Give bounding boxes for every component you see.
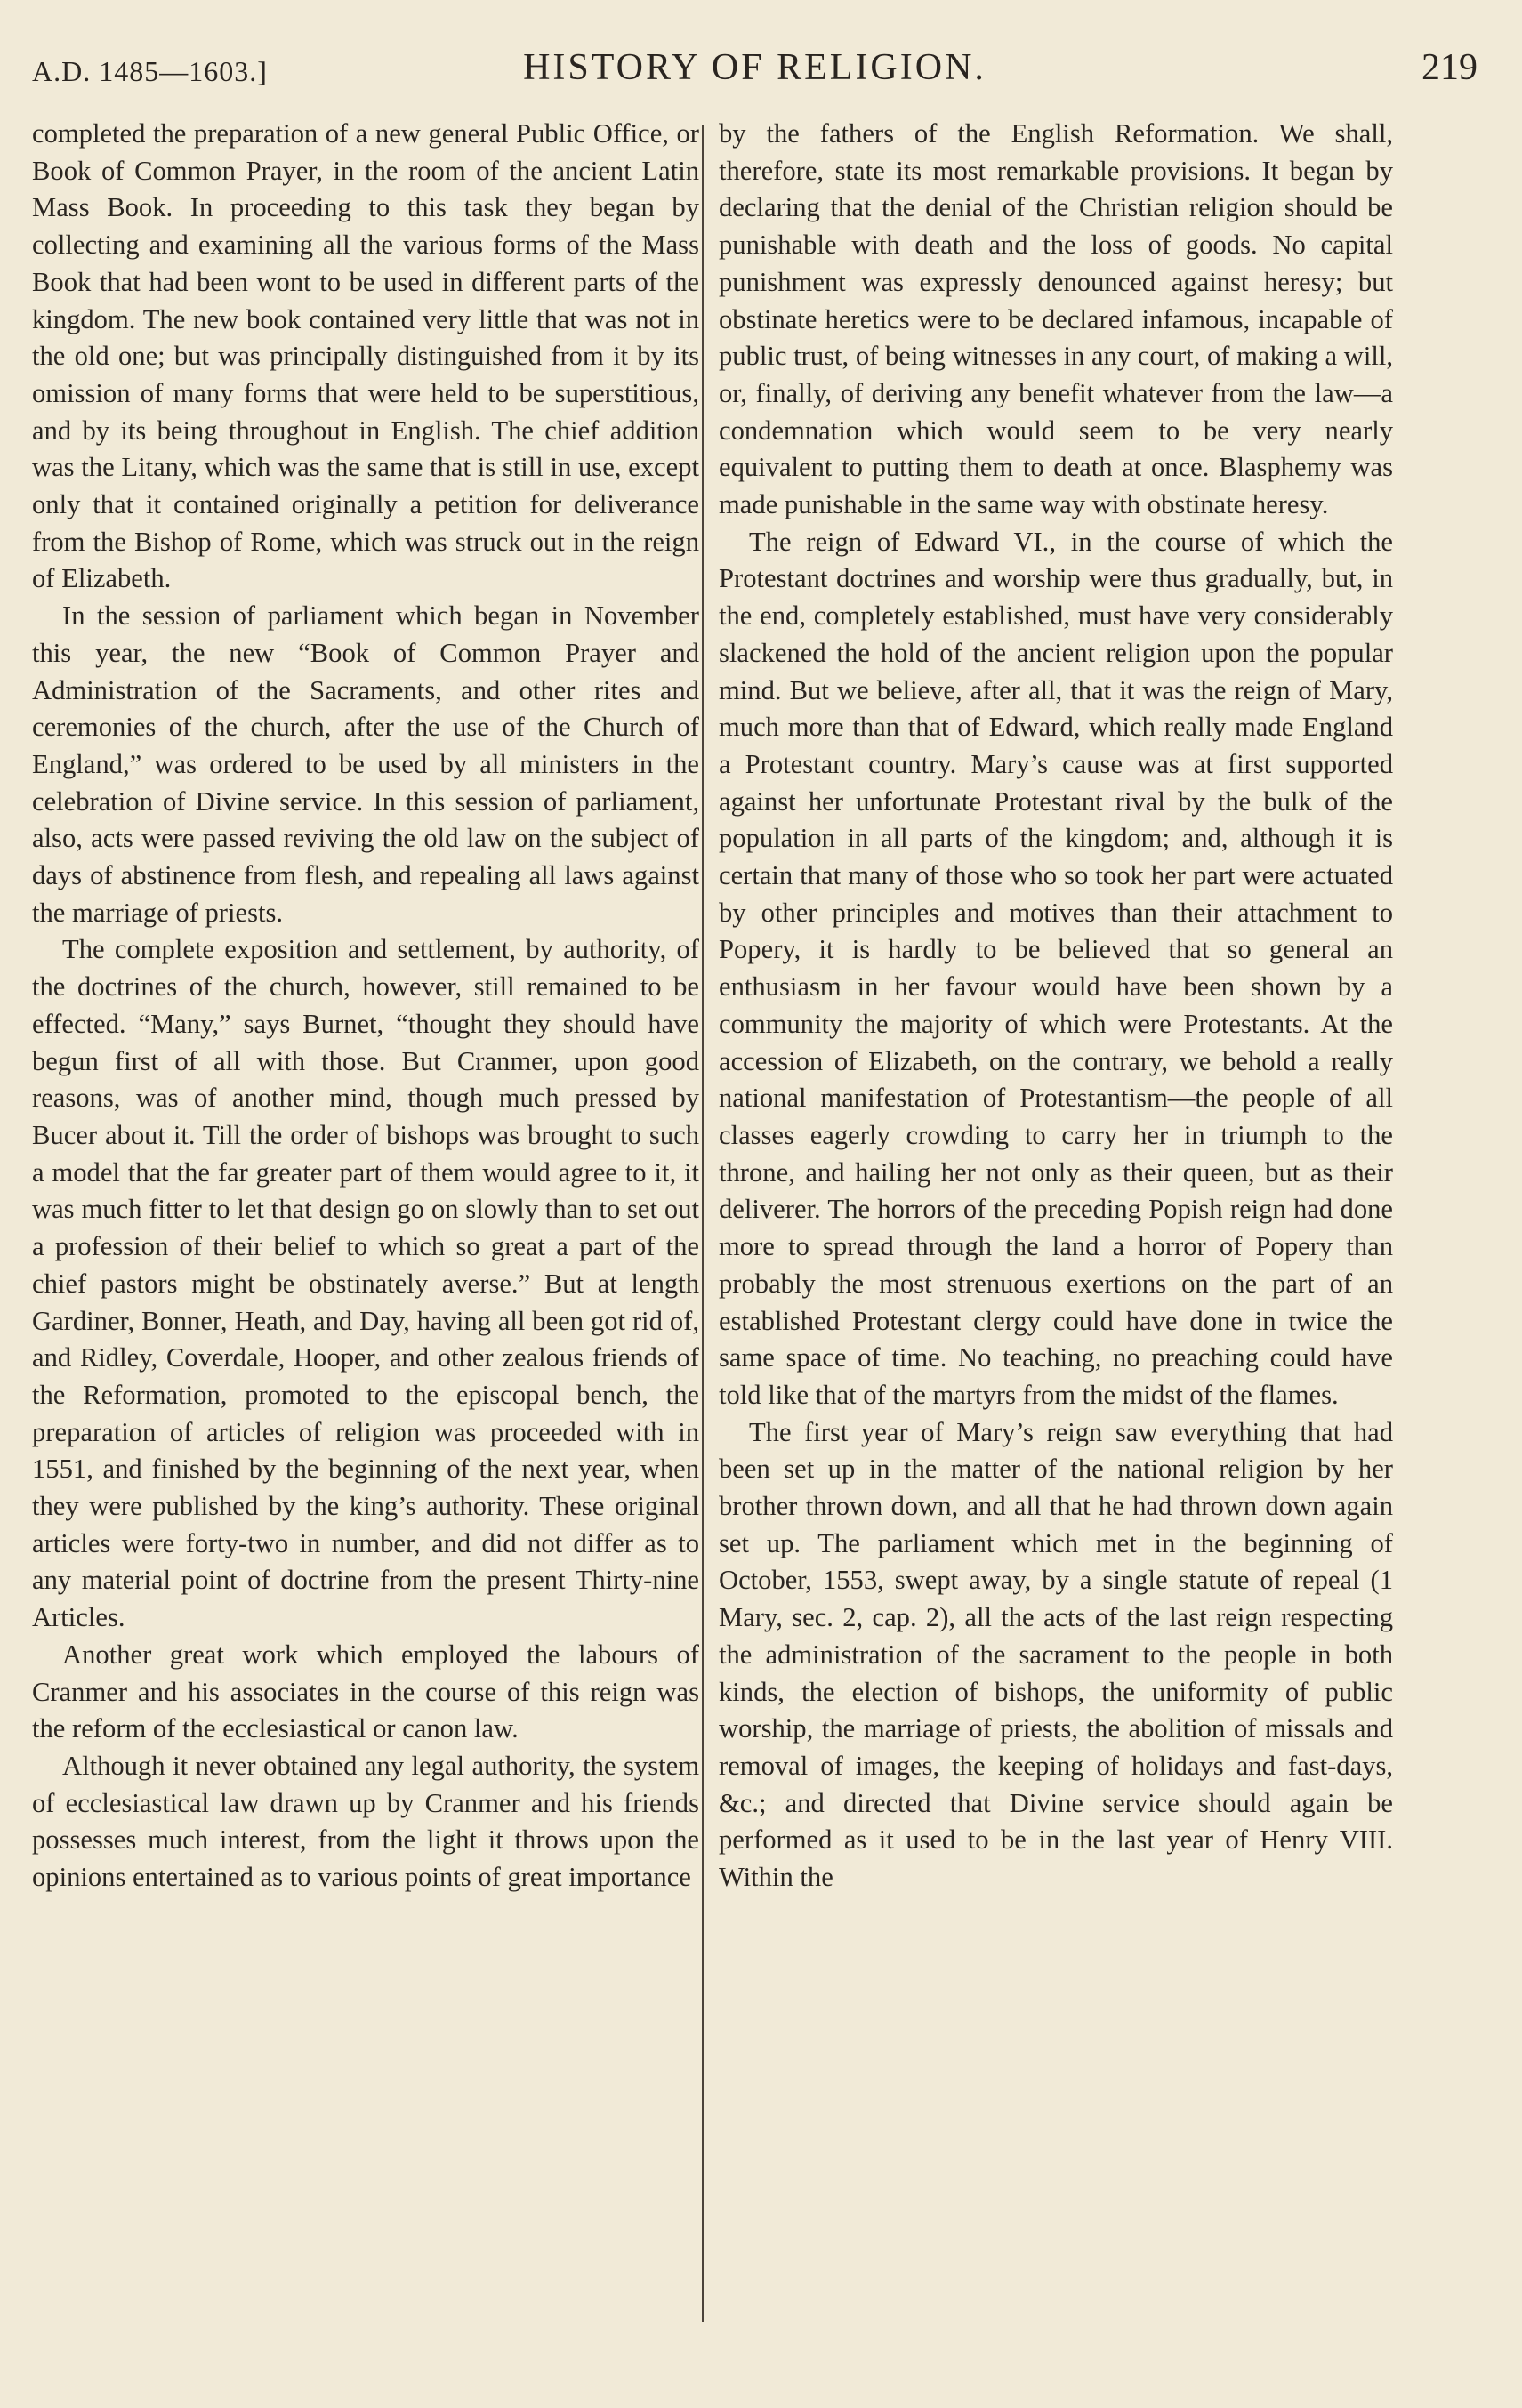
right-column — [719, 116, 1393, 1897]
left-column — [32, 116, 699, 1897]
paragraph: by the fathers of the English Reformation. We shall, therefore, state its most remarkable provisions. It began by declaring that the denial of the Christian religion should be punishable with death and the loss of goods. No capital punishment was expressly denounced against heresy; but obstinate heretics were to be declared infamous, incapable of public trust, of being witnesses in any court, of making a will, or, finally, of deriving any benefit whatever from the law—a condemnation which would seem to be very nearly equivalent to putting them to death at once. Blasphemy was made punishable in the same way with obstinate heresy. — [719, 118, 1393, 520]
paragraph: The first year of Mary’s reign saw everything that had been set up in the matter of the national religion by her brother thrown down, and all that he had thrown down again set up. The parliament which met in the beginning of October, 1553, swept away, by a single statute of repeal (1 Mary, sec. 2, cap. 2), all the acts of the last reign respecting the administration of the sacrament to the people in both kinds, the election of bishops, the uniformity of public worship, the marriage of priests, the abolition of missals and removal of images, the keeping of holidays and fast-days, &c.; and directed that Divine service should again be performed as it used to be in the last year of Henry VIII. Within the — [719, 1416, 1393, 1893]
paragraph: In the session of parliament which began in November this year, the new “Book of Common Prayer and Administration of the Sacraments, and other rites and ceremonies of the church, after the use of the Church of England,” was ordered to be used by all ministers in the celebration of Divine service. In this session of parliament, also, acts were passed reviving the old law on the subject of days of abstinence from flesh, and repealing all laws against the marriage of priests. — [32, 600, 699, 928]
paragraph: The complete exposition and settlement, by authority, of the doctrines of the church, however, still remained to be effected. “Many,” says Burnet, “thought they should have begun first of all with those. But Cranmer, upon good reasons, was of another mind, though much pressed by Bucer about it. Till the order of bishops was brought to such a model that the far greater part of them would agree to it, it was much fitter to let that design go on slowly than to set out a profession of their belief to which so great a part of the chief pastors might be obstinately averse.” But at length Gardiner, Bonner, Heath, and Day, having all been got rid of, and Ridley, Coverdale, Hooper, and other zealous friends of the Reformation, promoted to the episcopal bench, the preparation of articles of religion was proceeded with in 1551, and finished by the beginning of the next year, when they were published by the king’s authority. These original articles were forty-two in number, and did not differ as to any material point of doctrine from the present Thirty-nine Articles. — [32, 934, 699, 1633]
running-head — [32, 46, 1478, 100]
paragraph: Another great work which employed the labours of Cranmer and his associates in the course of this reign was the reform of the ecclesiastical or canon law. — [32, 1639, 699, 1744]
column-divider — [702, 125, 704, 2322]
paragraph: Although it never obtained any legal authority, the system of ecclesiastical law drawn up by Cranmer and his friends possesses much interest, from the light it throws upon the opinions entertained as to various points of great importance — [32, 1750, 699, 1893]
page-title: HISTORY OF RELIGION. — [523, 47, 986, 88]
paragraph: The reign of Edward VI., in the course of which the Protestant doctrines and worship were thus gradually, but, in the end, completely established, must have very considerably slackened the hold of the ancient religion upon the popular mind. But we believe, after all, that it was the reign of Mary, much more than that of Edward, which really made England a Protestant country. Mary’s cause was at first supported against her unfortunate Protestant rival by the bulk of the population in all parts of the kingdom; and, although it is certain that many of those who so took her part were actuated by other principles and motives than their attachment to Popery, it is hardly to be believed that so general an enthusiasm in her favour would have been shown by a community the majority of which were Protestants. At the accession of Elizabeth, on the contrary, we behold a really national manifestation of Protestantism—the people of all classes eagerly crowding to carry her in triumph to the throne, and hailing her not only as their queen, but as their deliverer. The horrors of the preceding Popish reign had done more to spread through the land a horror of Popery than probably the most strenuous exertions on the part of an established Protestant clergy could have done in twice the same space of time. No teaching, no preaching could have told like that of the martyrs from the midst of the flames. — [719, 526, 1393, 1410]
paragraph: completed the preparation of a new general Public Office, or Book of Common Prayer, in the room of the ancient Latin Mass Book. In proceeding to this task they began by collecting and examining all the various forms of the Mass Book that had been wont to be used in different parts of the kingdom. The new book contained very little that was not in the old one; but was principally distinguished from it by its omission of many forms that were held to be superstitious, and by its being throughout in English. The chief addition was the Litany, which was the same that is still in use, except only that it contained originally a petition for deliverance from the Bishop of Rome, which was struck out in the reign of Elizabeth. — [32, 118, 699, 594]
page-number: 219 — [1421, 47, 1478, 88]
date-range: A.D. 1485—1603.] — [32, 55, 268, 87]
